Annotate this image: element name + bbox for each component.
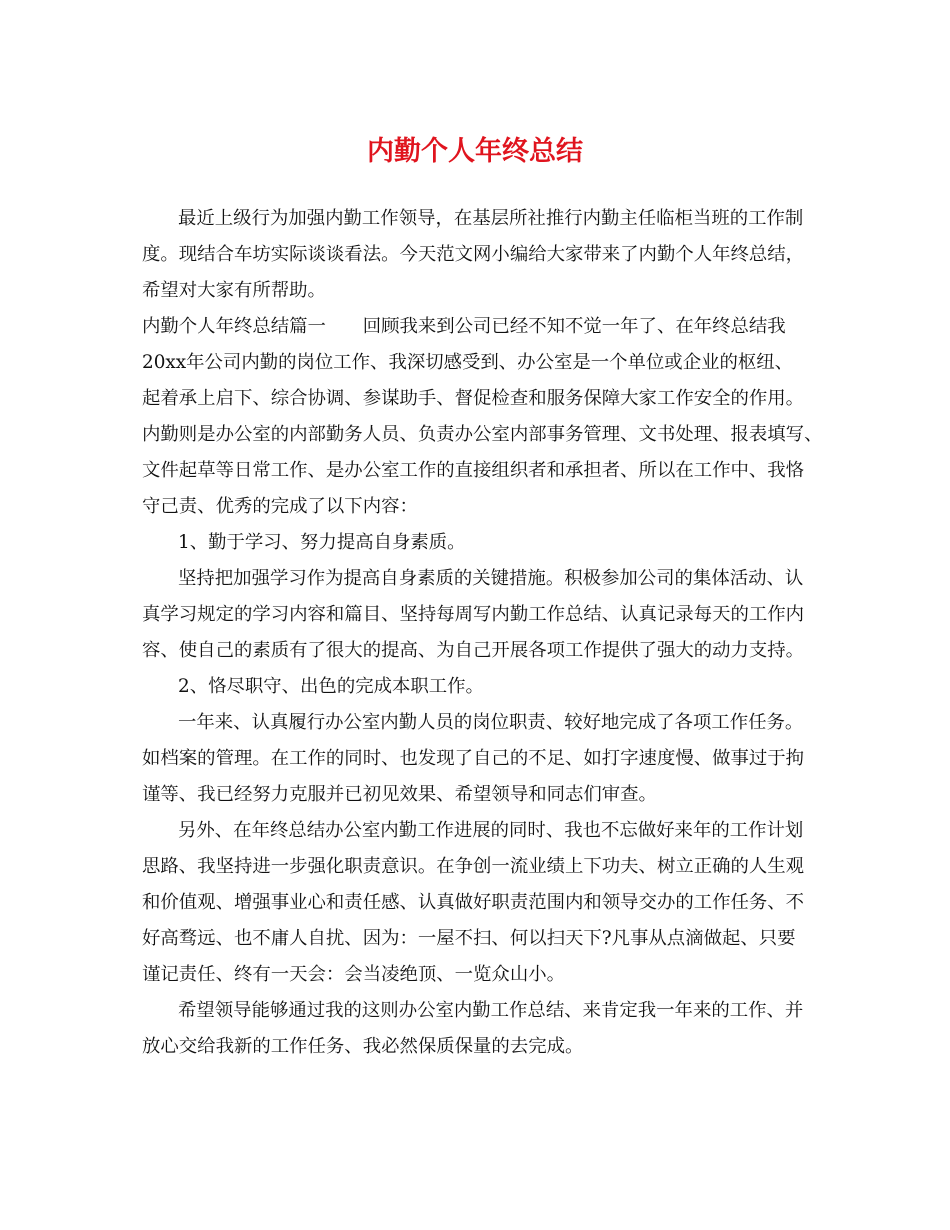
paragraph-line: 希望领导能够通过我的这则办公室内勤工作总结、来肯定我一年来的工作、并 bbox=[178, 1000, 804, 1021]
paragraph-line: 谨等、我已经努力克服并已初见效果、希望领导和同志们审查。 bbox=[142, 784, 657, 805]
paragraph-line: 谨记责任、终有一天会：会当凌绝顶、一览众山小。 bbox=[142, 964, 565, 985]
paragraph-line: 和价值观、增强事业心和责任感、认真做好职责范围内和领导交办的工作任务、不 bbox=[142, 892, 805, 913]
paragraph-line: 一年来、认真履行办公室内勤人员的岗位职责、较好地完成了各项工作任务。 bbox=[178, 712, 804, 733]
paragraph-line: 好高骛远、也不庸人自扰、因为：一屋不扫、何以扫天下?凡事从点滴做起、只要 bbox=[142, 928, 796, 949]
paragraph-line: 守己责、优秀的完成了以下内容： bbox=[142, 496, 418, 517]
paragraph-line: 20xx年公司内勤的岗位工作、我深切感受到、办公室是一个单位或企业的枢纽、 bbox=[142, 352, 794, 373]
paragraph-line: 思路、我坚持进一步强化职责意识。在争创一流业绩上下功夫、树立正确的人生观 bbox=[142, 856, 805, 877]
document-title: 内勤个人年终总结 bbox=[367, 136, 583, 167]
paragraph-line: 如档案的管理。在工作的同时、也发现了自己的不足、如打字速度慢、做事过于拘 bbox=[142, 748, 805, 769]
paragraph-line: 放心交给我新的工作任务、我必然保质保量的去完成。 bbox=[142, 1036, 584, 1057]
section-heading-line: 内勤个人年终总结篇一 回顾我来到公司已经不知不觉一年了、在年终总结我 bbox=[142, 316, 786, 337]
paragraph-line: 度。现结合车坊实际谈谈看法。今天范文网小编给大家带来了内勤个人年终总结， bbox=[142, 244, 805, 265]
paragraph-line: 最近上级行为加强内勤工作领导，在基层所社推行内勤主任临柜当班的工作制 bbox=[178, 208, 804, 229]
paragraph-line: 坚持把加强学习作为提高自身素质的关键措施。积极参加公司的集体活动、认 bbox=[178, 568, 804, 589]
paragraph-line: 容、使自己的素质有了很大的提高、为自己开展各项工作提供了强大的动力支持。 bbox=[142, 640, 805, 661]
paragraph-line: 另外、在年终总结办公室内勤工作进展的同时、我也不忘做好来年的工作计划 bbox=[178, 820, 804, 841]
paragraph-line: 真学习规定的学习内容和篇目、坚持每周写内勤工作总结、认真记录每天的工作内 bbox=[142, 604, 805, 625]
paragraph-line: 希望对大家有所帮助。 bbox=[142, 280, 326, 301]
paragraph-line: 起着承上启下、综合协调、参谋助手、督促检查和服务保障大家工作安全的作用。 bbox=[142, 388, 805, 409]
list-item-heading: 2、恪尽职守、出色的完成本职工作。 bbox=[178, 676, 484, 697]
list-item-heading: 1、勤于学习、努力提高自身素质。 bbox=[178, 532, 466, 553]
paragraph-line: 文件起草等日常工作、是办公室工作的直接组织者和承担者、所以在工作中、我恪 bbox=[142, 460, 805, 481]
paragraph-line: 内勤则是办公室的内部勤务人员、负责办公室内部事务管理、文书处理、报表填写、 bbox=[142, 424, 823, 445]
